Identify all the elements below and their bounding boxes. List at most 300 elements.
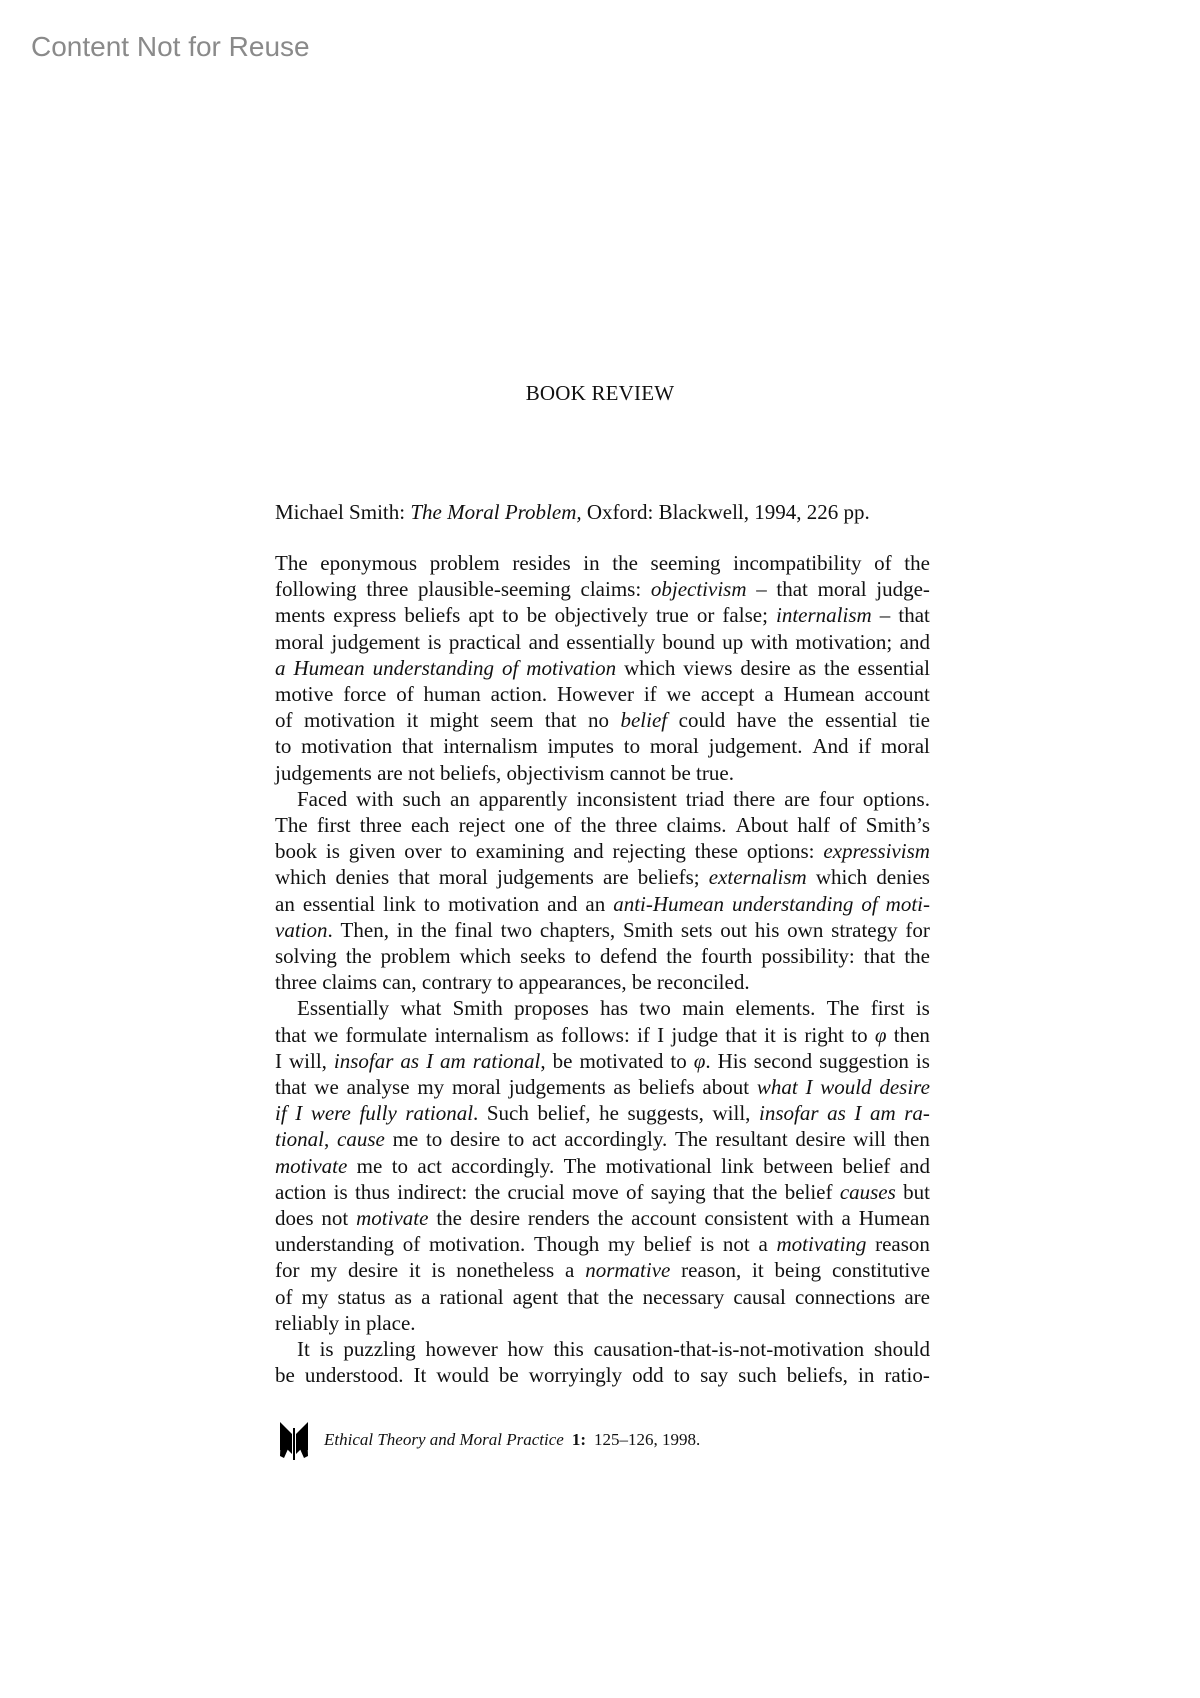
text-run: judgements are not beliefs, objectivism cannot be true. [275,760,734,785]
italic-text: vation [275,917,328,942]
text-line [275,943,930,969]
text-run: would [436,1363,489,1388]
text-run: bound [662,629,715,654]
text-run: two [500,917,533,942]
text-run: Humean [858,1206,930,1231]
text-run: The [674,1127,708,1152]
text-run: and [899,1153,930,1178]
text-run: causal [733,1284,786,1309]
italic-text: belief [620,708,668,733]
text-run: reliably in place. [275,1310,416,1335]
text-run: it [408,1258,421,1283]
text-line [275,576,930,602]
text-run: out [720,917,748,942]
text-run: is [431,1258,446,1283]
italic-text: φ [693,1048,706,1073]
text-run: motivational [605,1153,712,1178]
text-run: the [787,708,814,733]
text-run: imputes [547,734,614,759]
text-run: denies [876,865,930,890]
text-run: judge [671,1022,719,1047]
text-line [275,1362,930,1388]
text-run: three [359,813,402,838]
text-run: for [905,917,930,942]
italic-text: as [827,1101,846,1126]
text-run: the [751,1179,778,1204]
text-run: four [818,786,854,811]
text-run: first [870,996,905,1021]
text-line [275,1284,930,1310]
text-run: is [915,1048,930,1073]
text-run: and [573,839,604,864]
text-run: link [383,891,416,916]
text-run: is [325,839,340,864]
text-run: Faced [297,786,348,811]
text-run: elements. [735,996,816,1021]
text-run: denies [335,865,390,890]
text-run: judgement [331,629,421,654]
text-line [275,1179,930,1205]
text-run: moral [451,1075,501,1100]
text-run: has [600,996,629,1021]
word [694,1048,711,1074]
text-run: of [275,708,293,733]
text-run: desire [469,1206,521,1231]
text-run: accordingly. [451,1153,555,1178]
text-run: first [316,813,351,838]
text-run: defend [600,944,658,969]
text-run: his [754,917,780,942]
text-run: three [366,577,409,602]
text-run: judgements [497,865,594,890]
text-run: plausible-seeming [418,577,571,602]
text-run: internalism [443,734,538,759]
italic-text: of [501,655,519,680]
italic-text: a [275,655,286,680]
text-run: and [528,629,559,654]
italic-text: fully [359,1101,397,1126]
text-run: constitutive [831,1258,930,1283]
text-run: beliefs, [786,1363,848,1388]
text-line [275,733,930,759]
text-run: have [736,708,777,733]
text-run: reason, [681,1258,742,1283]
text-run: suggests, [627,1101,704,1126]
text-run: it [764,1022,776,1047]
text-run: – [756,577,767,602]
text-run: an [275,891,295,916]
text-run: motivation [448,891,540,916]
italic-text: moti- [885,891,930,916]
italic-text: what [756,1075,798,1100]
text-line [275,1310,930,1336]
text-run: we [314,1075,339,1100]
citation-author: Michael Smith: [275,500,411,524]
text-run: of [275,1284,293,1309]
text-run: accept [700,682,755,707]
text-run: internalism [434,1022,529,1047]
text-run: and [547,891,578,916]
text-run: being [774,1258,822,1283]
text-run: then [893,1022,930,1047]
text-run: or [696,603,715,628]
text-run: belief [842,1153,891,1178]
text-run: – [879,603,891,628]
text-run: he [599,1101,619,1126]
italic-text: tional [275,1127,325,1152]
text-line [275,602,930,628]
italic-text: understanding [372,655,494,680]
text-run: judge- [876,577,930,602]
text-run: moral [649,734,699,759]
word [275,917,333,943]
text-run: are [904,1284,930,1309]
italic-text: expressivism [823,839,930,864]
text-run: to [275,734,292,759]
text-line [275,707,930,733]
text-run: of [625,1179,644,1204]
citation-title: The Moral Problem, [410,500,582,524]
text-run: my [608,1232,635,1257]
text-run: this [553,1337,584,1362]
italic-text: rational [472,1048,541,1073]
italic-text: motivate [275,1153,348,1178]
text-run: to [507,1127,525,1152]
text-run: the [597,1206,624,1231]
text-run: as [798,655,817,680]
text-line [275,786,930,812]
text-run: the [474,1179,501,1204]
text-run: objectively [554,603,648,628]
text-run: does [275,1206,314,1231]
text-run: saying [650,1179,706,1204]
text-run: the [904,551,930,575]
text-run: puzzling [343,1337,416,1362]
text-run: It [297,1337,310,1362]
italic-text: I [295,1101,303,1126]
text-run: in [396,917,414,942]
text-run: could [678,708,726,733]
text-run: moral [275,629,324,654]
text-run: motivation. [428,1232,526,1257]
text-run: to [623,734,641,759]
text-run: be [526,603,547,628]
text-run: the [904,944,930,969]
text-run: as [394,1284,412,1309]
text-run: of [553,813,572,838]
text-run: an [585,891,606,916]
text-run: to [851,1022,868,1047]
text-run: renders [527,1206,590,1231]
text-run: is [319,1337,334,1362]
text-run: options: [746,839,815,864]
text-run: necessary [642,1284,725,1309]
text-run: eponymous [320,551,418,575]
text-run: problem [429,551,500,575]
text-run: a [565,1258,575,1283]
text-run: given [348,839,396,864]
text-run: be [552,1048,573,1073]
text-run: thus [354,1179,390,1204]
text-run: essentially [566,629,655,654]
italic-text: anti-Humean [613,891,725,916]
text-run: the [420,917,447,942]
text-run: Smith [622,917,674,942]
text-run: move [571,1179,619,1204]
text-run: is [427,629,442,654]
text-line [275,812,930,838]
text-run: motivation; [795,629,893,654]
word [275,1126,329,1152]
text-run: judgements [508,1075,606,1100]
text-run: indirect: [397,1179,468,1204]
text-run: my [301,1284,329,1309]
text-run: belief [784,1179,833,1204]
text-run: Smith [452,996,503,1021]
text-run: own [787,917,824,942]
text-line [275,1153,930,1179]
italic-text: φ [874,1022,887,1047]
italic-text: if [275,1101,287,1126]
text-run: me [392,1127,419,1152]
text-run: the [824,655,850,680]
text-run: understanding [275,1232,394,1257]
text-run: incompatibility [733,551,862,575]
text-run: essential [857,655,930,680]
text-run: His [717,1048,747,1073]
text-run: up [722,629,744,654]
italic-text: desire [879,1075,930,1100]
text-run: be [275,1363,295,1388]
text-run: that [567,1284,599,1309]
text-run: ments [275,603,326,628]
text-run: will, [712,1101,751,1126]
text-run: . [473,1101,479,1126]
text-run: should [873,1337,930,1362]
text-run: strategy [831,917,898,942]
italic-text: of [861,891,878,916]
text-run: desire [347,1258,399,1283]
text-run: a [421,1284,431,1309]
text-run: for [275,1258,300,1283]
text-run: , [540,1048,546,1073]
text-run: which [624,655,676,680]
word [405,1100,478,1126]
text-run: are [784,786,810,811]
text-run: About [735,813,789,838]
text-run: seeks [520,944,566,969]
text-run: will, [288,1048,327,1073]
text-run: desire [795,1127,846,1152]
text-run: reason [875,1232,930,1257]
text-run: Though [533,1232,600,1257]
text-run: reject [458,813,506,838]
text-line [275,655,930,681]
text-run: solving [275,944,337,969]
italic-text: rational [405,1101,474,1126]
text-run: however [425,1337,498,1362]
italic-text: internalism [776,603,872,628]
text-run: chapters, [539,917,616,942]
text-run: might [429,708,479,733]
text-run: to [670,1048,687,1073]
text-run: if [637,1022,650,1047]
text-run: such [738,1363,777,1388]
text-run: problem [380,944,451,969]
text-run: as [613,1075,631,1100]
text-run: motive [275,682,334,707]
text-run: the [436,1206,462,1231]
text-run: main [682,996,725,1021]
italic-text: objectivism [650,577,747,602]
text-line [275,1048,930,1074]
italic-text: I [805,1075,813,1100]
text-run: agent [512,1284,559,1309]
text-run: apparently [478,786,568,811]
text-run: Then, [340,917,389,942]
text-line [275,681,930,707]
text-run: that [275,1075,307,1100]
text-run: it [752,1258,764,1283]
text-run: seem [490,708,534,733]
text-run: how [507,1337,544,1362]
text-run: that [398,865,430,890]
text-line [275,1074,930,1100]
text-run: fourth [700,944,753,969]
text-run: seeming [650,551,721,575]
text-run: desire [740,655,791,680]
text-line [275,1126,930,1152]
text-line [275,1231,930,1257]
text-run: in [857,1363,875,1388]
journal-pages: 125–126, 1998. [594,1430,701,1449]
section-heading: BOOK REVIEW [525,381,675,405]
italic-text: understanding [732,891,854,916]
book-citation [275,500,870,525]
text-run: if [643,682,657,707]
text-run: three [615,813,658,838]
text-run: worryingly [528,1363,623,1388]
text-run: possibility: [761,944,855,969]
text-run: belief [643,1232,692,1257]
text-run: my [417,1075,445,1100]
text-run: . [705,1048,711,1073]
text-run: resultant [715,1127,788,1152]
text-run: judgement. [708,734,803,759]
text-run: The [563,1153,597,1178]
text-line [275,864,930,890]
journal-name: Ethical Theory and Moral Practice [324,1430,564,1449]
text-line [275,1205,930,1231]
text-run: Humean [783,682,855,707]
text-run: it [406,708,419,733]
text-run: then [893,1127,930,1152]
journal-volume: 1: [571,1430,587,1449]
page-footer [278,1418,700,1462]
text-run: causation-that-is-not-motivation [593,1337,865,1362]
text-run: me [356,1153,383,1178]
text-run: essential [825,708,898,733]
text-run: of [839,813,857,838]
text-run: is [333,1179,348,1204]
text-run: claims: [580,577,642,602]
text-run: that [275,1022,307,1047]
text-run: with [356,786,394,811]
citation-publisher: Oxford: Blackwell, 1994, 226 pp. [581,500,870,524]
text-run: if [858,734,872,759]
text-run: act [417,1153,442,1178]
text-run: However [556,682,634,707]
text-run: are [603,865,629,890]
text-line [275,917,930,943]
text-run: consistent [704,1206,789,1231]
text-run: The [826,996,860,1021]
text-run: each [410,813,450,838]
text-run: moral [880,734,930,759]
review-body [275,550,930,1389]
text-run: rational [439,1284,504,1309]
text-run: account [631,1206,697,1231]
text-run: beliefs [404,603,461,628]
text-run: a [841,1206,851,1231]
text-run: moral [438,865,488,890]
text-run: the [612,551,638,575]
text-run: which [459,944,511,969]
text-run: Such [486,1101,529,1126]
text-run: proposes [514,996,589,1021]
text-line [275,550,930,576]
text-run: I [275,1048,282,1073]
word [473,1048,546,1074]
text-run: with [796,1206,834,1231]
italic-text: causes [839,1179,896,1204]
text-run: between [763,1153,834,1178]
text-run: action [275,1179,327,1204]
text-run: tie [908,708,930,733]
text-run: beliefs; [637,865,700,890]
italic-text: I [426,1048,434,1073]
text-run: one [514,813,545,838]
text-run: ratio- [884,1363,930,1388]
text-run: two [639,996,671,1021]
text-run: The [275,813,308,838]
text-run: but [903,1179,930,1204]
text-run: examining [475,839,565,864]
text-run: options. [862,786,930,811]
text-run: we [313,1022,339,1047]
text-line [275,1257,930,1283]
text-run: the [607,1284,634,1309]
text-run: is [783,1022,798,1047]
text-run: is [700,1232,715,1257]
text-run: to [450,839,467,864]
text-run: in [583,551,600,575]
text-run: half [797,813,830,838]
text-line [275,969,930,995]
text-run: that [544,708,577,733]
text-run: which [815,865,868,890]
text-run: such [402,786,441,811]
text-run: to [425,1127,443,1152]
publisher-logo-icon [278,1418,310,1462]
text-run: force [343,682,387,707]
watermark: Content Not for Reuse [31,31,310,62]
text-run: accordingly. [564,1127,668,1152]
text-line [275,1022,930,1048]
text-run: human [423,682,481,707]
text-run: motivation [304,708,396,733]
italic-text: externalism [708,865,807,890]
